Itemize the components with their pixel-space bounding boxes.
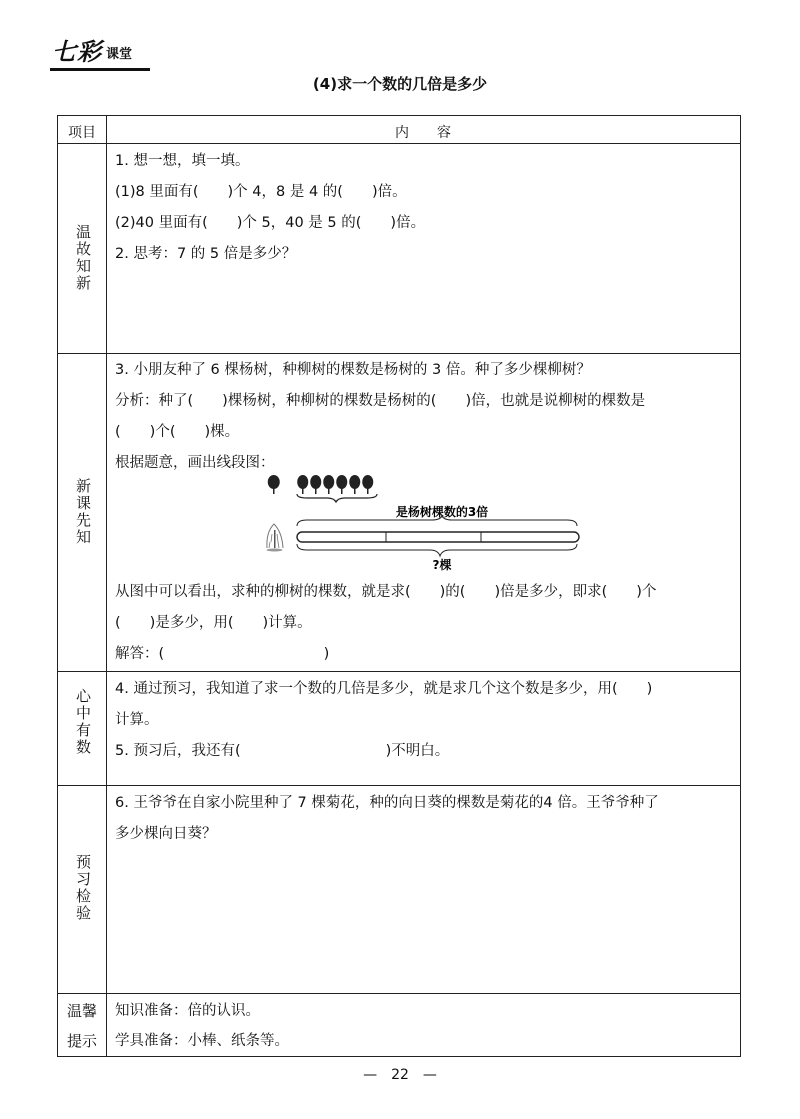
review-line-2: (1)8 里面有( )个 4，8 是 4 的( )倍。 <box>115 184 407 200</box>
willow-tree-icon <box>267 524 284 552</box>
section-label-check: 预习检验 <box>74 854 92 922</box>
line-segment-diagram <box>262 472 592 572</box>
review-line-4: 2. 思考：7 的 5 倍是多少？ <box>115 246 297 262</box>
row-divider <box>58 785 740 786</box>
new-lesson-line-7: 解答：( ) <box>115 646 330 662</box>
reflection-line-2: 计算。 <box>115 712 159 728</box>
bottom-brace <box>297 544 577 556</box>
brand-logo-text: 七彩 <box>52 37 102 66</box>
tips-line-2: 学具准备：小棒、纸条等。 <box>115 1033 289 1049</box>
section-review-content <box>115 146 425 270</box>
brand-logo-subtext: 课堂 <box>106 47 133 62</box>
section-check-content <box>115 788 659 850</box>
tips-label-line-1: 温馨 <box>66 1002 97 1020</box>
row-divider <box>58 143 740 144</box>
section-label-tips <box>58 996 106 1056</box>
header-project: 项目 <box>68 125 96 141</box>
section-reflection-content <box>115 674 652 767</box>
worksheet-table <box>57 115 741 1057</box>
new-lesson-line-5: 从图中可以看出，求种的柳树的棵数，就是求( )的( )倍是多少，即求( )个 <box>115 584 657 600</box>
poplar-brace <box>297 494 377 502</box>
review-line-3: (2)40 里面有( )个 5，40 是 5 的( )倍。 <box>115 215 426 231</box>
section-label-review: 温故知新 <box>74 224 92 292</box>
section-tips-content <box>115 996 289 1056</box>
row-divider <box>58 671 740 672</box>
new-lesson-line-6: ( )是多少，用( )计算。 <box>115 615 312 631</box>
new-lesson-line-4: 根据题意，画出线段图： <box>115 455 275 471</box>
tips-line-1: 知识准备：倍的认识。 <box>115 1003 260 1019</box>
poplar-tree-icon <box>268 475 280 494</box>
row-divider <box>58 353 740 354</box>
header-content: 内 容 <box>395 125 451 141</box>
tips-label-line-2: 提示 <box>66 1032 97 1050</box>
willow-segment-bar <box>297 532 579 542</box>
brand-logo <box>52 37 133 66</box>
check-line-2: 多少棵向日葵？ <box>115 826 217 842</box>
review-line-1: 1. 想一想，填一填。 <box>115 153 250 169</box>
page-number: — 22 — <box>363 1067 437 1083</box>
section-label-new-lesson: 新课先知 <box>74 478 92 546</box>
column-divider <box>106 116 107 1056</box>
new-lesson-line-1: 3. 小朋友种了 6 棵杨树，种柳树的棵数是杨树的 3 倍。种了多少棵柳树？ <box>115 362 591 378</box>
section-new-lesson-content <box>115 355 645 479</box>
diagram-label-bottom: ?棵 <box>432 558 452 572</box>
section-label-reflection: 心中有数 <box>74 688 92 756</box>
poplar-row-icons <box>297 475 373 494</box>
row-divider <box>58 993 740 994</box>
section-new-lesson-content-after <box>115 577 656 670</box>
check-line-1: 6. 王爷爷在自家小院里种了 7 棵菊花，种的向日葵的棵数是菊花的4 倍。王爷爷种了 <box>115 795 659 811</box>
new-lesson-line-2: 分析：种了( )棵杨树，种柳树的棵数是杨树的( )倍，也就是说柳树的棵数是 <box>115 393 646 409</box>
page-title: (4)求一个数的几倍是多少 <box>312 75 488 93</box>
new-lesson-line-3: ( )个( )棵。 <box>115 424 240 440</box>
brand-underline <box>50 68 150 71</box>
diagram-label-top: 是杨树棵数的3倍 <box>395 505 489 519</box>
reflection-line-1: 4. 通过预习，我知道了求一个数的几倍是多少，就是求几个这个数是多少，用( ) <box>115 681 653 697</box>
reflection-line-3: 5. 预习后，我还有( )不明白。 <box>115 743 450 759</box>
